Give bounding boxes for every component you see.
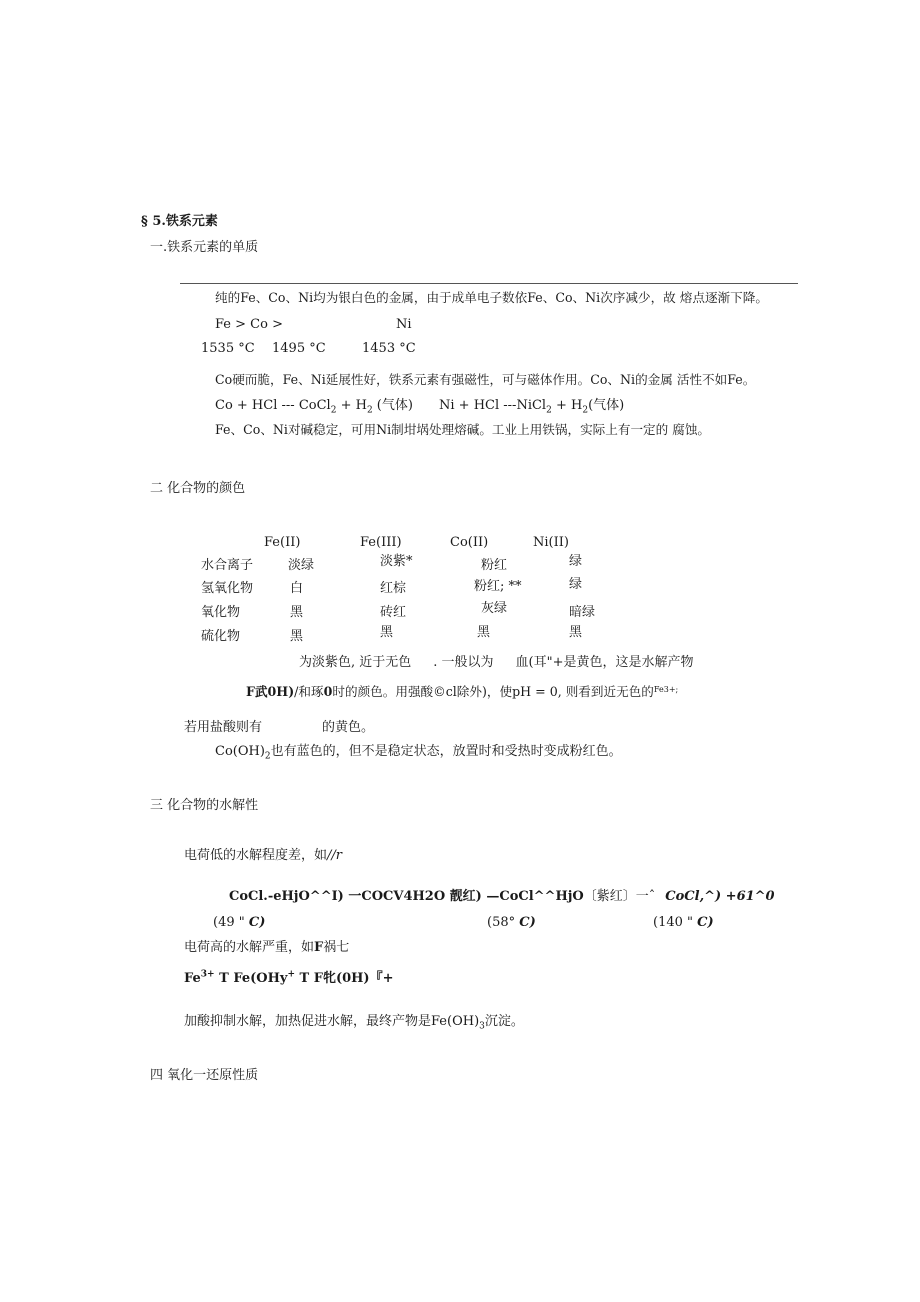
table-cell: 黑 xyxy=(477,625,491,640)
row-label: 氢氧化物 xyxy=(201,581,254,596)
color-note-2: F武0H)/和琢0时的颜色。用强酸©cl除外)，使pH = 0, 则看到近无色的$^{Fe3+;}$ xyxy=(246,684,679,699)
hydrolysis-conclusion: 加酸抑制水解，加热促进水解，最终产物是$Fe(OH)_3$沉淀。 xyxy=(184,1014,524,1032)
table-header: Ni(II) xyxy=(533,535,569,550)
heading-redox: 四 氧化一还原性质 xyxy=(150,1068,259,1083)
table-cell: 粉红 xyxy=(481,558,508,573)
heading-hydrolysis: 三 化合物的水解性 xyxy=(150,798,259,813)
table-cell: 淡绿 xyxy=(288,558,315,573)
metal-description: 纯的Fe、Co、Ni均为银白色的金属，由于成单电子数依Fe、Co、Ni次序减少，故 熔点逐渐下降。 xyxy=(215,290,768,305)
table-header: Fe(II) xyxy=(264,535,301,550)
row-label: 水合离子 xyxy=(201,558,254,573)
table-cell: 暗绿 xyxy=(569,605,596,620)
low-charge-text: 电荷低的水解程度差，如//r xyxy=(184,848,342,863)
table-cell: 黑 xyxy=(290,629,304,644)
properties-text: Co硬而脆，Fe、Ni延展性好，铁系元素有强磁性，可与磁体作用。Co、Ni的金属 活性不如Fe。 xyxy=(215,372,756,387)
table-cell: 粉红; ** xyxy=(474,579,522,594)
row-label: 硫化物 xyxy=(201,629,241,644)
section-title: § 5.铁系元素 xyxy=(141,214,218,229)
table-cell: 灰绿 xyxy=(481,601,508,616)
cobalt-hydroxide-note: $Co(OH)_2$也有蓝色的，但不是稳定状态，放置时和受热时变成粉红色。 xyxy=(215,744,622,762)
table-cell: 绿 xyxy=(569,577,583,592)
melting-order-ni: Ni xyxy=(396,317,412,332)
table-cell: 黑 xyxy=(380,625,394,640)
reaction-co: Co + HCl --- CoCl$_2$ + $H_2$ (气体) xyxy=(215,398,413,416)
table-cell: 砖红 xyxy=(380,605,407,620)
heading-elements: 一.铁系元素的单质 xyxy=(150,240,259,255)
table-cell: 黑 xyxy=(569,625,583,640)
table-cell: 淡紫* xyxy=(380,554,413,569)
table-header: Fe(III) xyxy=(360,535,402,550)
color-note-3: 若用盐酸则有 的黄色。 xyxy=(184,720,375,735)
temperature-3: (140 " C) xyxy=(653,915,714,930)
row-label: 氧化物 xyxy=(201,605,241,620)
color-note-1: 为淡紫色, 近于无色 . 一般以为 血(耳"+是黄色，这是水解产物 xyxy=(299,655,694,670)
table-cell: 白 xyxy=(290,581,304,596)
table-cell: 黑 xyxy=(290,605,304,620)
divider-line xyxy=(180,283,798,284)
alkali-stability: Fe、Co、Ni对碱稳定，可用Ni制坩埚处理熔碱。工业上用铁锅，实际上有一定的 腐蚀。 xyxy=(215,422,711,437)
table-header: Co(II) xyxy=(450,535,489,550)
mp-fe: 1535 °C xyxy=(201,341,255,356)
hydrolysis-equation-1: CoCl.-eHjO^^I) 一COCV4H2O 靓红) —CoCl^^HjO〔紫红〕一ˆ CoCl,^) +61^0 xyxy=(229,889,775,904)
hydrolysis-equation-2: $Fe^{3+}$ T Fe(OHy+ T F牝(0H)『+ xyxy=(184,969,394,986)
table-cell: 绿 xyxy=(569,554,583,569)
reaction-ni: Ni + HCl ---NiCl$_2$ + $H_2$(气体) xyxy=(439,398,625,416)
table-cell: 红棕 xyxy=(380,581,407,596)
temperature-1: (49 " C) xyxy=(213,915,266,930)
high-charge-text: 电荷高的水解严重，如F祸七 xyxy=(184,940,350,955)
melting-order: Fe > Co > xyxy=(215,317,283,332)
mp-co: 1495 °C xyxy=(272,341,326,356)
heading-colors: 二 化合物的颜色 xyxy=(150,481,246,496)
temperature-2: (58° C) xyxy=(487,915,536,930)
mp-ni: 1453 °C xyxy=(362,341,416,356)
